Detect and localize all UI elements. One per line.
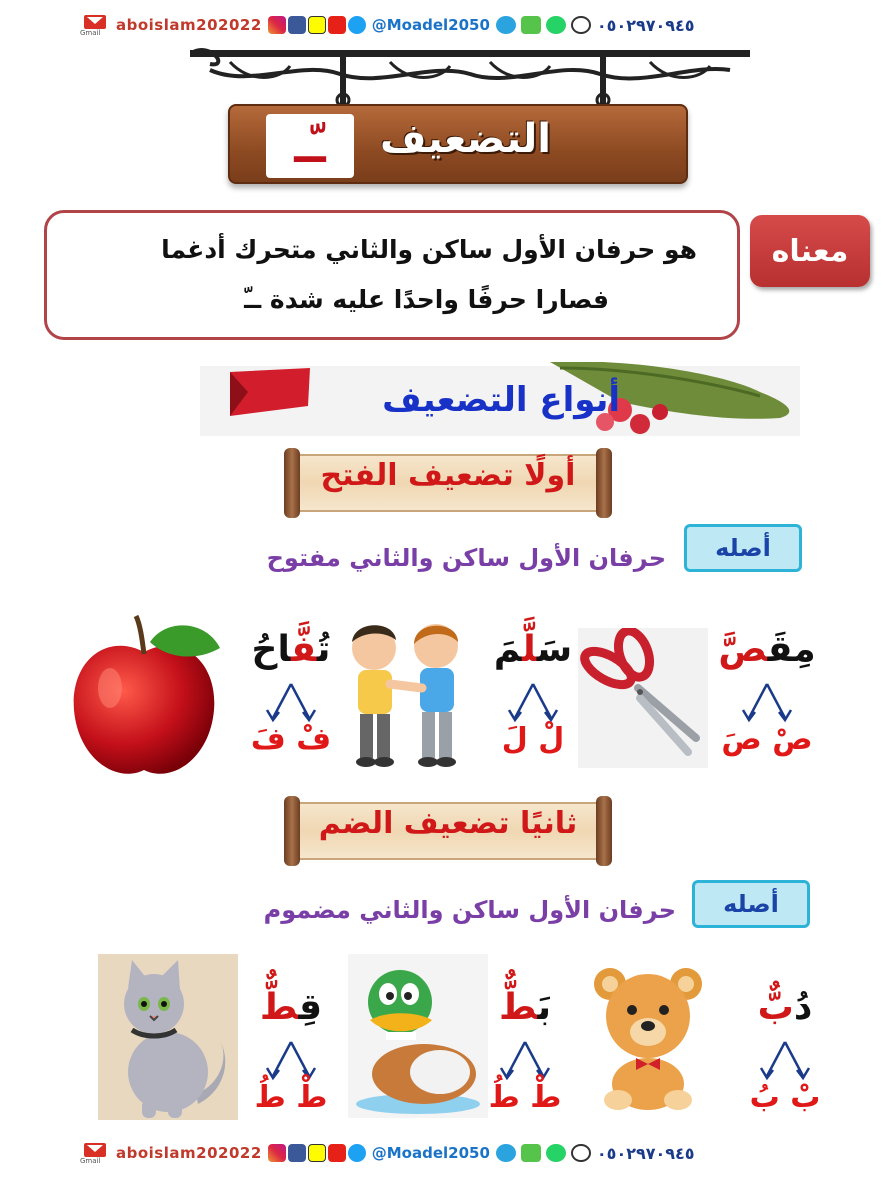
- word-bear: [730, 988, 840, 1118]
- meaning-label: معناه: [750, 215, 870, 287]
- instagram-icon: [268, 16, 286, 34]
- split-arrows-icon: [261, 1038, 321, 1084]
- contact-moadel: @Moadel2050: [371, 16, 490, 34]
- youtube-icon: [328, 1144, 346, 1162]
- apple-picture: [66, 612, 222, 782]
- section1-origin-label: أصله: [684, 524, 802, 572]
- word-doubled-letter: لَّ: [522, 629, 537, 670]
- word-prefix: بَ: [537, 987, 552, 1028]
- app-icons: [496, 16, 591, 34]
- split-arrows-icon: [737, 680, 797, 726]
- word-apple: [236, 630, 346, 760]
- section2-origin-text: حرفان الأول ساكن والثاني مضموم: [263, 896, 676, 924]
- app-icons: [496, 1144, 591, 1162]
- word-prefix: قِ: [298, 987, 323, 1028]
- social-icons: [268, 16, 366, 34]
- word-split: لْ لَ: [501, 722, 565, 757]
- scissors-picture: [578, 628, 708, 768]
- contact-moadel: @Moadel2050: [371, 1144, 490, 1162]
- section2-heading-text: ثانيًا تضعيف الضم: [318, 806, 578, 841]
- word-scissors: [712, 630, 822, 760]
- split-arrows-icon: [503, 680, 563, 726]
- word-shake-hands: [478, 630, 588, 760]
- word-cat: [236, 988, 346, 1118]
- word-doubled-letter: صَّ: [718, 629, 768, 670]
- gmail-icon: Gmail: [80, 1141, 110, 1165]
- meaning-line-1: هو حرفان الأول ساكن والثاني متحرك أدغما: [161, 235, 697, 264]
- contact-handle: aboislam202022: [116, 16, 262, 34]
- contact-bar-bottom: [80, 1138, 840, 1168]
- meaning-box: [44, 210, 740, 340]
- word-split: فْ فَ: [250, 722, 332, 757]
- facebook-icon: [288, 16, 306, 34]
- snapchat-icon: [308, 1144, 326, 1162]
- gmail-icon: Gmail: [80, 13, 110, 37]
- snapchat-icon: [308, 16, 326, 34]
- word-doubled-letter: طٌّ: [259, 987, 299, 1028]
- section1-heading-text: أولًا تضعيف الفتح: [320, 458, 576, 493]
- boys-shaking-hands-picture: [336, 614, 476, 770]
- word-suffix: مَ: [493, 629, 523, 670]
- split-arrows-icon: [495, 1038, 555, 1084]
- word-split: طْ طُ: [488, 1080, 562, 1115]
- contact-handle: aboislam202022: [116, 1144, 262, 1162]
- split-arrows-icon: [755, 1038, 815, 1084]
- cat-picture: [98, 954, 238, 1120]
- word-split: طْ طُ: [254, 1080, 328, 1115]
- title-sign: [228, 104, 688, 184]
- telegram-icon: [496, 1144, 516, 1162]
- word-doubled-letter: بٌّ: [757, 987, 794, 1028]
- phone-icon: [571, 16, 591, 34]
- section1-heading: [284, 448, 612, 518]
- teddy-bear-picture: [588, 960, 708, 1110]
- contact-phone: ٠٥٠٢٩٧٠٩٤٥: [596, 15, 695, 35]
- word-split: صْ صَ: [721, 722, 813, 757]
- section2-origin-label: أصله: [692, 880, 810, 928]
- sms-icon: [521, 16, 541, 34]
- sms-icon: [521, 1144, 541, 1162]
- contact-phone: ٠٥٠٢٩٧٠٩٤٥: [596, 1143, 695, 1163]
- twitter-icon: [348, 16, 366, 34]
- word-prefix: سَ: [536, 629, 573, 670]
- word-doubled-letter: فَّ: [291, 629, 317, 670]
- contact-bar-top: [80, 10, 840, 40]
- phone-icon: [571, 1144, 591, 1162]
- page-title: التضعيف: [379, 116, 551, 162]
- section2-heading: [284, 796, 612, 866]
- shadda-symbol: ـّـ: [294, 119, 326, 173]
- social-icons: [268, 1144, 366, 1162]
- twitter-icon: [348, 1144, 366, 1162]
- telegram-icon: [496, 16, 516, 34]
- word-prefix: تُ: [316, 629, 331, 670]
- types-title: أنواع التضعيف: [382, 380, 620, 420]
- duck-picture: [348, 954, 488, 1118]
- word-split: بْ بُ: [749, 1080, 821, 1115]
- word-doubled-letter: طٌّ: [498, 987, 538, 1028]
- whatsapp-icon: [546, 16, 566, 34]
- whatsapp-icon: [546, 1144, 566, 1162]
- word-suffix: احُ: [251, 629, 291, 670]
- youtube-icon: [328, 16, 346, 34]
- split-arrows-icon: [261, 680, 321, 726]
- facebook-icon: [288, 1144, 306, 1162]
- word-prefix: مِقَ: [767, 629, 816, 670]
- section1-origin-text: حرفان الأول ساكن والثاني مفتوح: [266, 544, 666, 572]
- instagram-icon: [268, 1144, 286, 1162]
- meaning-line-2: فصارا حرفًا واحدًا عليه شدة ــّ: [244, 285, 609, 314]
- shadda-box: [266, 114, 354, 178]
- sign-bracket-icon: [190, 40, 750, 110]
- word-prefix: دُ: [793, 987, 813, 1028]
